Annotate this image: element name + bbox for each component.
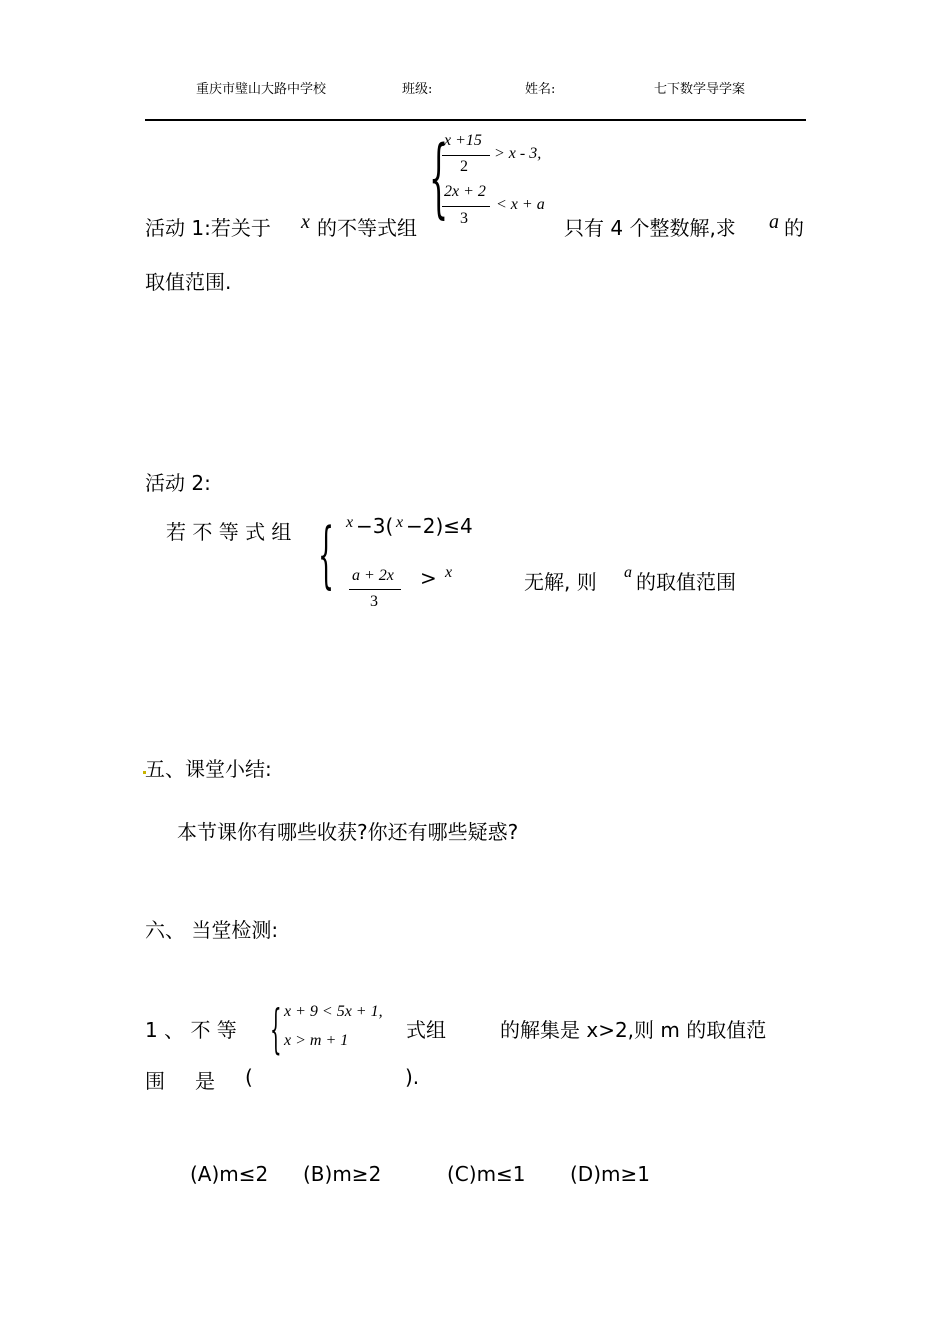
activity2-prefix: 若 不 等 式 组 (166, 520, 292, 544)
header-rule (145, 119, 806, 121)
activity1-suffix2: 的 (784, 216, 804, 240)
question1-eq2: x > m + 1 (284, 1032, 349, 1049)
question1-eq1: x + 9 < 5x + 1, (284, 1003, 383, 1020)
activity2-suffix2: 的取值范围 (636, 570, 736, 594)
activity2-eq2-rel: > (420, 566, 437, 590)
section6-title: 六、 当堂检测: (145, 918, 279, 942)
activity1-eq1-num: x +15 (444, 132, 482, 149)
activity2-eq2-bar (349, 589, 401, 590)
activity2-eq2-den: 3 (370, 593, 378, 610)
activity2-eq1-x1: x (346, 514, 354, 531)
activity2-var-a: a (624, 564, 632, 581)
activity2-suffix1: 无解, 则 (524, 570, 597, 594)
question1-option-c: (C)m≤1 (447, 1162, 526, 1186)
header-school: 重庆市璧山大路中学校 (196, 82, 327, 97)
activity1-eq2-num: 2x + 2 (444, 183, 486, 200)
question1-number: 1 、 不 等 (145, 1018, 237, 1042)
question1-mid: 式组 (406, 1018, 446, 1042)
activity1-var-x: x (301, 211, 310, 233)
activity1-eq2-bar (442, 206, 490, 207)
question1-option-d: (D)m≥1 (570, 1162, 650, 1186)
activity2-eq1-end: −2)≤4 (406, 514, 473, 538)
activity1-line2: 取值范围. (145, 270, 232, 294)
activity1-mid: 的不等式组 (317, 216, 417, 240)
section5-title: 五、课堂小结: (145, 757, 272, 781)
activity2-title: 活动 2: (145, 471, 211, 495)
activity2-eq1-x2: x (396, 514, 404, 531)
question1-line2-c: ( (245, 1065, 253, 1089)
header-name-label: 姓名: (525, 82, 556, 97)
question1-brace: { (270, 1000, 282, 1060)
activity1-var-a: a (769, 211, 779, 233)
question1-option-a: (A)m≤2 (190, 1162, 269, 1186)
activity2-eq2-num: a + 2x (352, 567, 394, 584)
activity1-brace: { (429, 128, 449, 228)
activity1-eq1-den: 2 (460, 158, 468, 175)
activity2-brace: { (318, 512, 335, 596)
header-class-label: 班级: (402, 82, 433, 97)
question1-suffix: 的解集是 x>2,则 m 的取值范 (500, 1018, 767, 1042)
activity2-eq2-x: x (445, 564, 453, 581)
activity1-prefix: 活动 1:若关于 (145, 216, 271, 240)
activity1-eq2-den: 3 (460, 210, 468, 227)
question1-option-b: (B)m≥2 (303, 1162, 382, 1186)
activity1-eq2-rhs: < x + a (496, 196, 545, 213)
header-subject: 七下数学导学案 (654, 82, 746, 97)
activity1-eq1-bar (442, 155, 490, 156)
activity2-eq1-mid: −3( (356, 514, 394, 538)
section5-body: 本节课你有哪些收获?你还有哪些疑惑? (177, 820, 519, 844)
activity1-eq1-rhs: > x - 3, (494, 145, 542, 162)
question1-line2-d: ). (405, 1065, 420, 1089)
question1-line2-a: 围 (145, 1069, 165, 1093)
question1-line2-b: 是 (195, 1069, 215, 1093)
activity1-suffix1: 只有 4 个整数解,求 (564, 216, 736, 240)
